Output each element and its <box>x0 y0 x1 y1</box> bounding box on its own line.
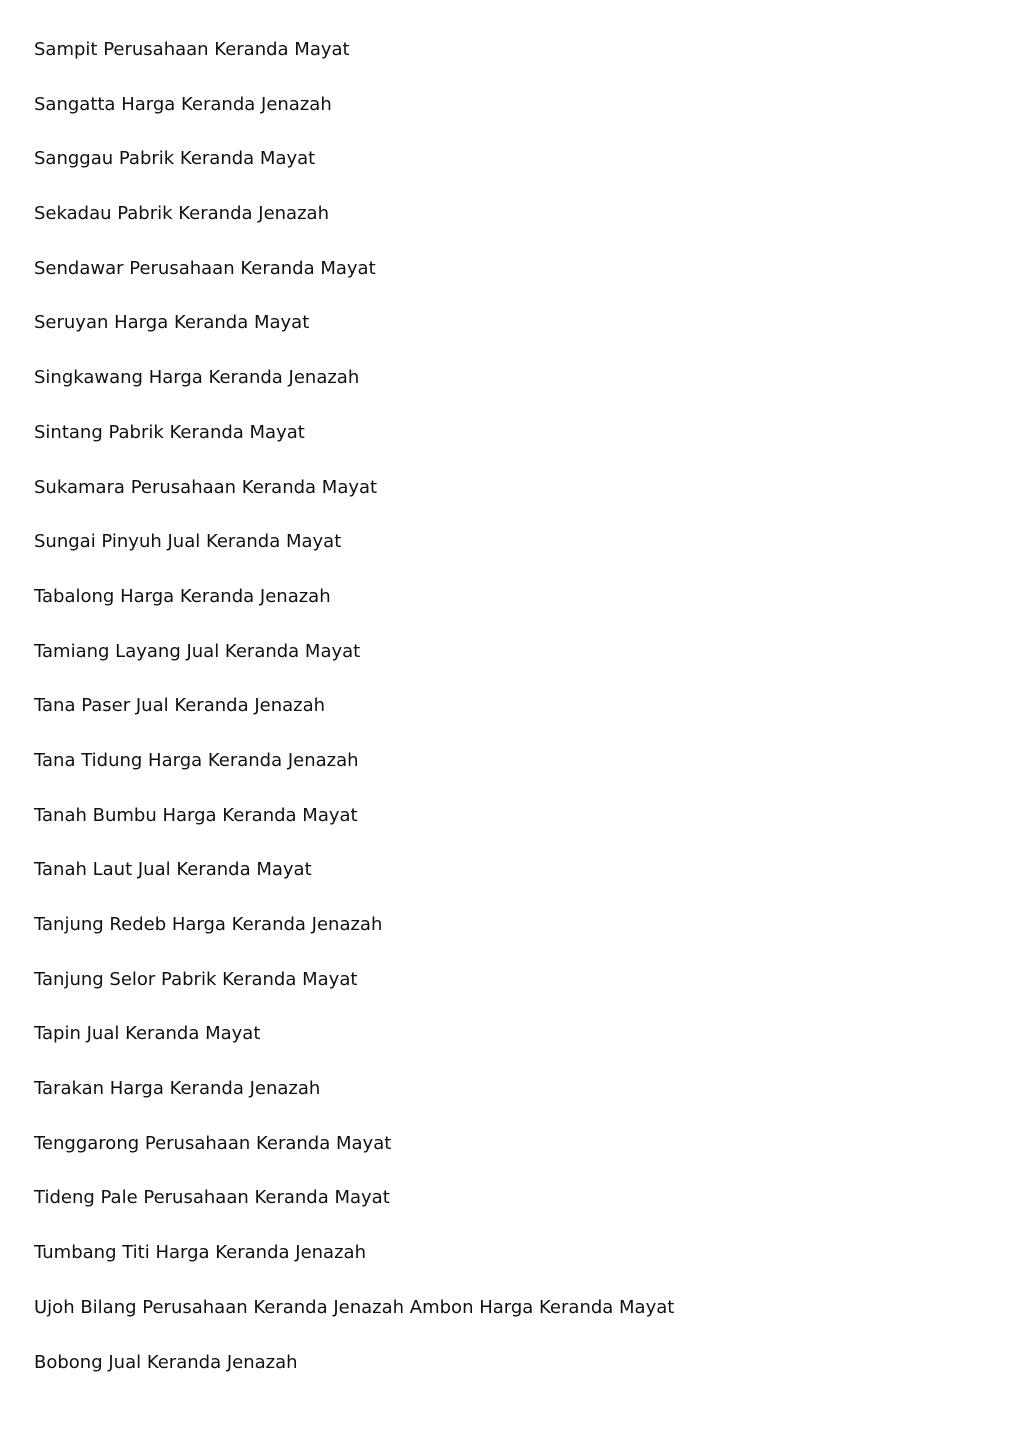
text-line: Singkawang Harga Keranda Jenazah <box>34 367 360 389</box>
text-line: Tarakan Harga Keranda Jenazah <box>34 1078 321 1100</box>
text-line: Bobong Jual Keranda Jenazah <box>34 1351 298 1373</box>
text-line: Sintang Pabrik Keranda Mayat <box>34 421 305 443</box>
text-line: Sungai Pinyuh Jual Keranda Mayat <box>34 531 342 553</box>
text-line: Seruyan Harga Keranda Mayat <box>34 312 310 334</box>
text-line: Tenggarong Perusahaan Keranda Mayat <box>34 1132 392 1154</box>
text-line: Tana Tidung Harga Keranda Jenazah <box>34 749 359 771</box>
document-body <box>34 37 984 1404</box>
text-line: Sanggau Pabrik Keranda Mayat <box>34 148 316 170</box>
text-line: Tanjung Redeb Harga Keranda Jenazah <box>34 914 383 935</box>
text-line: Sendawar Perusahaan Keranda Mayat <box>34 257 376 279</box>
text-line: Tanjung Selor Pabrik Keranda Mayat <box>34 968 358 990</box>
text-line: Sampit Perusahaan Keranda Mayat <box>34 39 350 60</box>
text-line: Tideng Pale Perusahaan Keranda Mayat <box>34 1187 390 1209</box>
text-line: Sukamara Perusahaan Keranda Mayat <box>34 476 378 498</box>
text-line: Sangatta Harga Keranda Jenazah <box>34 93 332 115</box>
text-line: Tapin Jual Keranda Mayat <box>34 1023 261 1045</box>
text-line: Ujoh Bilang Perusahaan Keranda Jenazah Ambon Harga Keranda Mayat <box>34 1296 675 1318</box>
text-line: Tana Paser Jual Keranda Jenazah <box>34 695 326 717</box>
text-line: Tanah Bumbu Harga Keranda Mayat <box>34 804 358 826</box>
text-line: Sekadau Pabrik Keranda Jenazah <box>34 203 329 225</box>
text-line: Tanah Laut Jual Keranda Mayat <box>34 859 312 881</box>
text-line: Tabalong Harga Keranda Jenazah <box>34 585 331 607</box>
text-line: Tamiang Layang Jual Keranda Mayat <box>34 640 361 662</box>
text-line: Tumbang Titi Harga Keranda Jenazah <box>34 1242 366 1264</box>
